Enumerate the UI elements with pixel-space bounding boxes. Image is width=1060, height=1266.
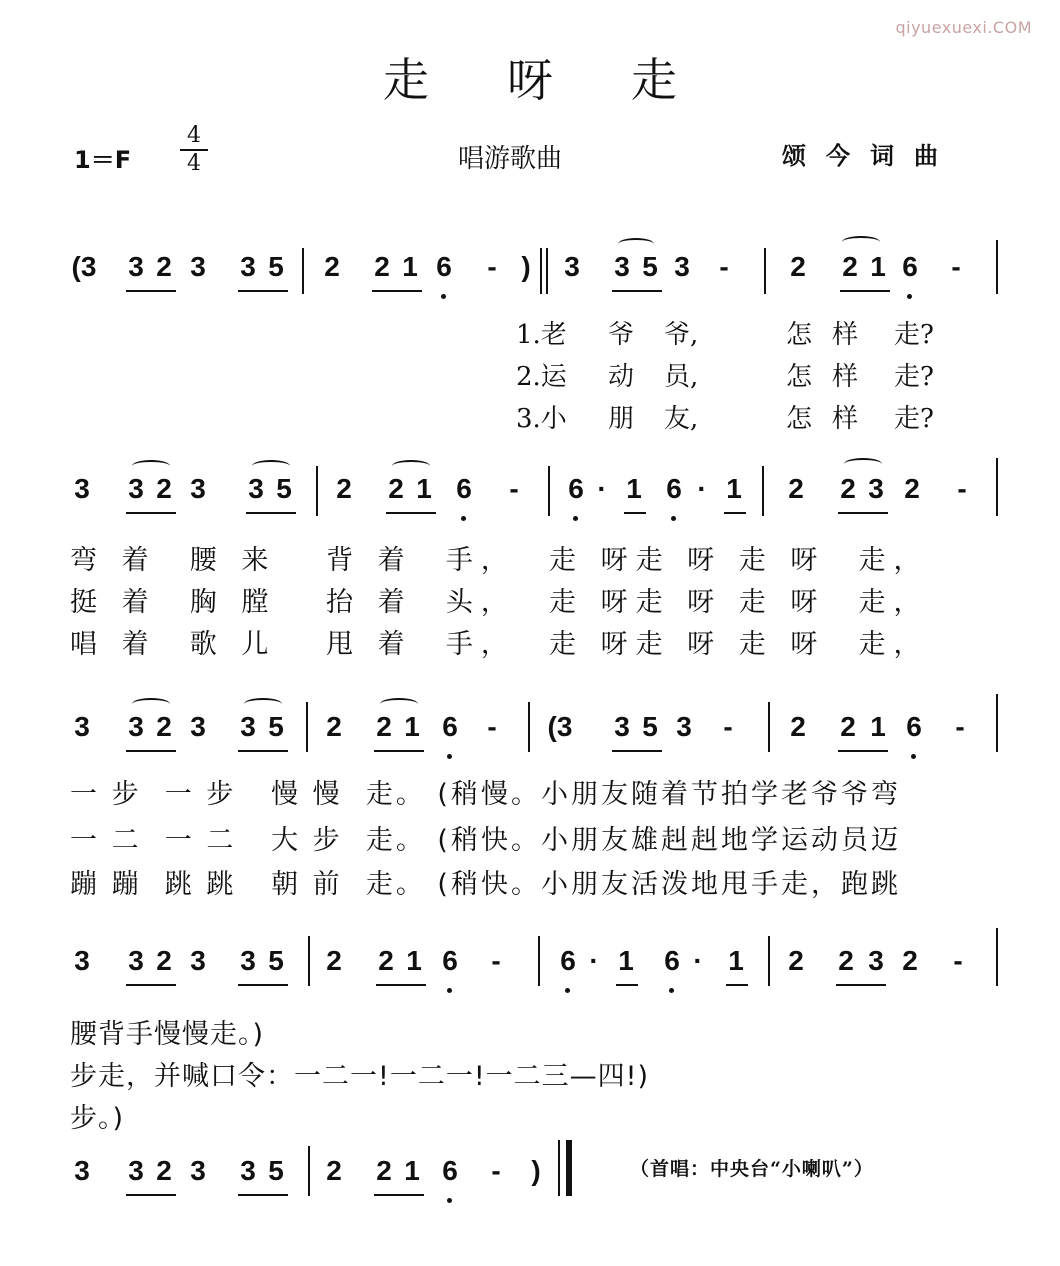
barline bbox=[316, 466, 318, 516]
underline bbox=[374, 750, 424, 752]
note: · bbox=[697, 473, 707, 504]
barline bbox=[306, 702, 308, 752]
note: 2 bbox=[374, 251, 390, 282]
final-barline-thick bbox=[566, 1140, 572, 1196]
note: 6 bbox=[560, 945, 576, 976]
note: ) bbox=[521, 251, 531, 282]
time-signature-bottom: 4 bbox=[187, 151, 201, 176]
underline bbox=[612, 290, 662, 292]
underline bbox=[246, 512, 296, 514]
note: 1 bbox=[416, 473, 432, 504]
note: 6 bbox=[568, 473, 584, 504]
note: 2 bbox=[388, 473, 404, 504]
note: - bbox=[953, 945, 963, 976]
note: - bbox=[957, 473, 967, 504]
lyric: 爷 bbox=[608, 320, 635, 350]
note: 2 bbox=[902, 945, 918, 976]
underline bbox=[612, 750, 662, 752]
underline bbox=[238, 290, 288, 292]
note: 1 bbox=[870, 711, 886, 742]
note: · bbox=[589, 945, 599, 976]
note: 2 bbox=[336, 473, 352, 504]
note: ) bbox=[531, 1155, 541, 1186]
barline bbox=[308, 936, 310, 986]
note: - bbox=[487, 711, 497, 742]
slur bbox=[132, 698, 170, 710]
barline bbox=[768, 702, 770, 752]
underline bbox=[386, 512, 436, 514]
note: - bbox=[487, 251, 497, 282]
low-octave-dot bbox=[911, 754, 916, 759]
note: 6 bbox=[666, 473, 682, 504]
note: 2 bbox=[376, 711, 392, 742]
note: - bbox=[491, 1155, 501, 1186]
slur bbox=[252, 460, 290, 472]
note: 3 bbox=[128, 1155, 144, 1186]
slur bbox=[244, 698, 282, 710]
note: 1 bbox=[626, 473, 642, 504]
watermark: qiyuexuexi.COM bbox=[895, 18, 1032, 37]
lyric-line: 蹦 蹦 跳 跳 朝 前 走。 (稍快。小朋友活泼地甩手走，跑跳 bbox=[70, 869, 901, 900]
key-signature: 1＝F bbox=[74, 146, 132, 174]
barline bbox=[538, 936, 540, 986]
lyric: 怎 bbox=[786, 320, 813, 350]
lyric: 朋 bbox=[608, 404, 635, 434]
note: 3 bbox=[190, 1155, 206, 1186]
note: 2 bbox=[156, 1155, 172, 1186]
note: 3 bbox=[74, 945, 90, 976]
note: 1 bbox=[406, 945, 422, 976]
barline bbox=[764, 248, 766, 294]
note: 6 bbox=[456, 473, 472, 504]
underline bbox=[616, 984, 638, 986]
barline bbox=[308, 1146, 310, 1196]
underline bbox=[724, 512, 746, 514]
note: 5 bbox=[642, 711, 658, 742]
underline bbox=[726, 984, 748, 986]
underline bbox=[374, 1194, 424, 1196]
note: 2 bbox=[790, 251, 806, 282]
underline bbox=[238, 984, 288, 986]
note: 2 bbox=[788, 473, 804, 504]
note: 6 bbox=[664, 945, 680, 976]
underline bbox=[126, 984, 176, 986]
note: - bbox=[723, 711, 733, 742]
note: 2 bbox=[156, 945, 172, 976]
note: 2 bbox=[326, 1155, 342, 1186]
barline bbox=[548, 466, 550, 516]
note: 6 bbox=[442, 1155, 458, 1186]
lyric-line: 步走，并喊口令：一二一!一二一!一二三—四!) bbox=[70, 1061, 650, 1092]
note: (3 bbox=[71, 251, 97, 282]
note: 2 bbox=[376, 1155, 392, 1186]
note: 2 bbox=[378, 945, 394, 976]
note: 6 bbox=[436, 251, 452, 282]
note: 2 bbox=[156, 711, 172, 742]
barline bbox=[996, 458, 998, 516]
low-octave-dot bbox=[461, 516, 466, 521]
note: 3 bbox=[240, 711, 256, 742]
barline bbox=[302, 248, 304, 294]
lyric: 走? bbox=[894, 362, 934, 392]
low-octave-dot bbox=[573, 516, 578, 521]
note: 2 bbox=[326, 711, 342, 742]
underline bbox=[836, 984, 886, 986]
note: - bbox=[491, 945, 501, 976]
underline bbox=[126, 1194, 176, 1196]
lyric-line: 一 二 一 二 大 步 走。 (稍快。小朋友雄赳赳地学运动员迈 bbox=[70, 825, 901, 856]
premiere-credit: （首唱：中央台“小喇叭”） bbox=[630, 1158, 874, 1180]
note: 3 bbox=[128, 711, 144, 742]
slur bbox=[842, 236, 880, 248]
lyric: 样 bbox=[832, 404, 859, 434]
lyric-line: 挺 着 胸 膛 抬 着 头， 走 呀走 呀 走 呀 走， bbox=[70, 587, 929, 618]
barline bbox=[546, 248, 548, 294]
note: 5 bbox=[268, 1155, 284, 1186]
low-octave-dot bbox=[447, 988, 452, 993]
note: 2 bbox=[788, 945, 804, 976]
note: 3 bbox=[128, 473, 144, 504]
note: 3 bbox=[614, 251, 630, 282]
low-octave-dot bbox=[447, 1198, 452, 1203]
lyric: 员, bbox=[664, 362, 699, 392]
note: 3 bbox=[614, 711, 630, 742]
low-octave-dot bbox=[907, 294, 912, 299]
note: · bbox=[693, 945, 703, 976]
barline bbox=[528, 702, 530, 752]
note: - bbox=[719, 251, 729, 282]
slur bbox=[132, 460, 170, 472]
note: 6 bbox=[902, 251, 918, 282]
note: 5 bbox=[268, 711, 284, 742]
note: 1 bbox=[404, 711, 420, 742]
note: 2 bbox=[840, 473, 856, 504]
note: 3 bbox=[868, 945, 884, 976]
lyric-line: 一 步 一 步 慢 慢 走。 (稍慢。小朋友随着节拍学老爷爷弯 bbox=[70, 779, 901, 810]
note: 6 bbox=[442, 711, 458, 742]
slur bbox=[618, 238, 654, 250]
note: - bbox=[509, 473, 519, 504]
note: 2 bbox=[838, 945, 854, 976]
lyric-line: 唱 着 歌 儿 甩 着 手， 走 呀走 呀 走 呀 走， bbox=[70, 629, 929, 660]
note: 2 bbox=[324, 251, 340, 282]
note: 2 bbox=[842, 251, 858, 282]
low-octave-dot bbox=[671, 516, 676, 521]
lyric: 1.老 bbox=[516, 320, 567, 350]
note: 3 bbox=[128, 251, 144, 282]
note: 5 bbox=[268, 945, 284, 976]
slur bbox=[844, 458, 882, 470]
author: 颂今词曲 bbox=[782, 141, 958, 170]
note: 5 bbox=[268, 251, 284, 282]
lyric-line: 步。) bbox=[70, 1103, 125, 1134]
underline bbox=[372, 290, 422, 292]
underline bbox=[838, 750, 888, 752]
note: 3 bbox=[240, 251, 256, 282]
note: 3 bbox=[74, 473, 90, 504]
note: 2 bbox=[790, 711, 806, 742]
note: 3 bbox=[190, 711, 206, 742]
note: 3 bbox=[248, 473, 264, 504]
note: 5 bbox=[642, 251, 658, 282]
note: 1 bbox=[404, 1155, 420, 1186]
lyric: 走? bbox=[894, 404, 934, 434]
note: - bbox=[955, 711, 965, 742]
note: 2 bbox=[840, 711, 856, 742]
low-octave-dot bbox=[565, 988, 570, 993]
song-title: 走呀走 bbox=[383, 53, 755, 107]
note: 1 bbox=[726, 473, 742, 504]
underline bbox=[376, 984, 426, 986]
song-style: 唱游歌曲 bbox=[458, 144, 563, 174]
underline bbox=[838, 512, 888, 514]
barline bbox=[540, 248, 542, 294]
barline bbox=[762, 466, 764, 516]
lyric: 走? bbox=[894, 320, 934, 350]
lyric: 怎 bbox=[786, 362, 813, 392]
note: 3 bbox=[676, 711, 692, 742]
underline bbox=[238, 750, 288, 752]
note: 6 bbox=[906, 711, 922, 742]
note: · bbox=[597, 473, 607, 504]
note: 2 bbox=[904, 473, 920, 504]
lyric: 怎 bbox=[786, 404, 813, 434]
low-octave-dot bbox=[447, 754, 452, 759]
barline bbox=[996, 694, 998, 752]
underline bbox=[126, 512, 176, 514]
note: 3 bbox=[74, 1155, 90, 1186]
note: 3 bbox=[674, 251, 690, 282]
barline bbox=[768, 936, 770, 986]
underline bbox=[126, 290, 176, 292]
note: 3 bbox=[240, 945, 256, 976]
low-octave-dot bbox=[669, 988, 674, 993]
note: 3 bbox=[190, 473, 206, 504]
barline bbox=[996, 240, 998, 294]
underline bbox=[238, 1194, 288, 1196]
lyric: 爷, bbox=[664, 320, 699, 350]
lyric: 样 bbox=[832, 320, 859, 350]
slur bbox=[380, 698, 418, 710]
note: 3 bbox=[564, 251, 580, 282]
time-signature bbox=[180, 124, 208, 176]
note: 5 bbox=[276, 473, 292, 504]
note: - bbox=[951, 251, 961, 282]
note: 3 bbox=[868, 473, 884, 504]
lyric: 样 bbox=[832, 362, 859, 392]
final-barline-thin bbox=[558, 1140, 560, 1196]
lyric: 友, bbox=[664, 404, 699, 434]
note: 3 bbox=[240, 1155, 256, 1186]
note: 1 bbox=[870, 251, 886, 282]
underline bbox=[126, 750, 176, 752]
note: 3 bbox=[190, 945, 206, 976]
note: 3 bbox=[74, 711, 90, 742]
note: 3 bbox=[190, 251, 206, 282]
slur bbox=[392, 460, 430, 472]
lyric: 3.小 bbox=[516, 404, 567, 434]
low-octave-dot bbox=[441, 294, 446, 299]
lyric-line: 弯 着 腰 来 背 着 手， 走 呀走 呀 走 呀 走， bbox=[70, 545, 929, 576]
underline bbox=[624, 512, 646, 514]
note: 2 bbox=[156, 473, 172, 504]
note: 6 bbox=[442, 945, 458, 976]
note: 2 bbox=[156, 251, 172, 282]
lyric: 动 bbox=[608, 362, 635, 392]
underline bbox=[840, 290, 890, 292]
lyric-line: 腰背手慢慢走。) bbox=[70, 1019, 265, 1050]
time-signature-top: 4 bbox=[187, 123, 201, 148]
note: (3 bbox=[547, 711, 573, 742]
lyric: 2.运 bbox=[516, 362, 567, 392]
note: 3 bbox=[128, 945, 144, 976]
note: 1 bbox=[728, 945, 744, 976]
note: 2 bbox=[326, 945, 342, 976]
note: 1 bbox=[618, 945, 634, 976]
note: 1 bbox=[402, 251, 418, 282]
barline bbox=[996, 928, 998, 986]
